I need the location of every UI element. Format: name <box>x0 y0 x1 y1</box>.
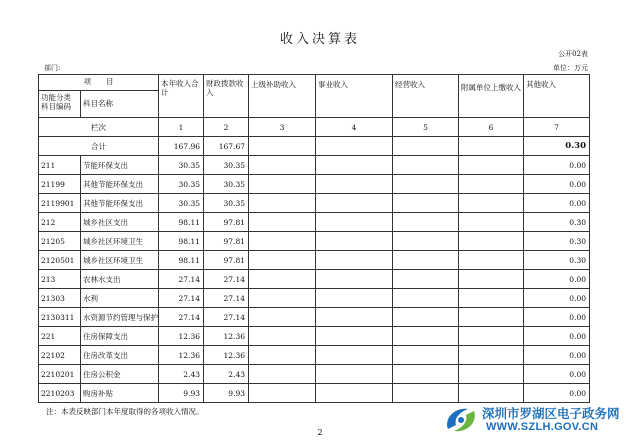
empty-cell <box>316 175 393 194</box>
empty-cell <box>249 270 316 289</box>
header-row-1 <box>39 75 590 91</box>
fiscal-income: 27.14 <box>204 308 249 327</box>
index-label: 栏次 <box>39 118 159 137</box>
empty-cell <box>249 251 316 270</box>
col-header-2: 财政拨款收入 <box>204 75 249 118</box>
empty-cell <box>459 289 524 308</box>
func-code: 21205 <box>39 232 81 251</box>
empty-cell <box>316 270 393 289</box>
col-header-1: 本年收入合计 <box>159 75 204 118</box>
col-header-3: 上级补助收入 <box>249 75 316 118</box>
other-income: 0.00 <box>524 365 590 384</box>
col-header-7: 其他收入 <box>524 75 590 118</box>
empty-cell <box>459 213 524 232</box>
department-label: 部门: <box>44 64 61 72</box>
empty-cell <box>249 289 316 308</box>
empty-cell <box>249 194 316 213</box>
func-code: 2119901 <box>39 194 81 213</box>
empty-cell <box>316 384 393 403</box>
empty-cell <box>249 232 316 251</box>
empty-cell <box>459 156 524 175</box>
form-number: 公开02表 <box>558 50 588 58</box>
income-total: 27.14 <box>159 308 204 327</box>
index-num: 7 <box>524 118 590 137</box>
page-title: 收入决算表 <box>279 32 360 47</box>
income-total: 30.35 <box>159 175 204 194</box>
income-total: 30.35 <box>159 194 204 213</box>
empty-cell <box>393 251 459 270</box>
income-total: 98.11 <box>159 232 204 251</box>
empty-cell <box>316 232 393 251</box>
func-code: 21303 <box>39 289 81 308</box>
empty-cell <box>249 137 316 156</box>
item-header: 项 目 <box>39 75 159 91</box>
subject-name: 城乡社区环境卫生 <box>81 251 159 270</box>
empty-cell <box>316 365 393 384</box>
func-code: 212 <box>39 213 81 232</box>
empty-cell <box>393 270 459 289</box>
empty-cell <box>316 137 393 156</box>
table-row <box>39 156 590 175</box>
empty-cell <box>316 213 393 232</box>
site-name: 深圳市罗湖区电子政务网 <box>482 406 620 421</box>
func-code: 21199 <box>39 175 81 194</box>
empty-cell <box>459 232 524 251</box>
fiscal-income: 30.35 <box>204 156 249 175</box>
func-code: 211 <box>39 156 81 175</box>
index-num: 4 <box>316 118 393 137</box>
empty-cell <box>249 175 316 194</box>
site-logo-icon <box>442 403 480 437</box>
table-row <box>39 346 590 365</box>
index-num: 6 <box>459 118 524 137</box>
index-row <box>39 118 590 137</box>
fiscal-income: 97.81 <box>204 213 249 232</box>
table-row <box>39 289 590 308</box>
table-row <box>39 308 590 327</box>
subject-name: 其他节能环保支出 <box>81 175 159 194</box>
table-row <box>39 327 590 346</box>
empty-cell <box>316 251 393 270</box>
income-total: 12.36 <box>159 327 204 346</box>
site-watermark <box>442 401 640 441</box>
empty-cell <box>393 365 459 384</box>
table-row <box>39 270 590 289</box>
income-total: 12.36 <box>159 346 204 365</box>
empty-cell <box>393 137 459 156</box>
subject-name: 住房保障支出 <box>81 327 159 346</box>
other-income: 0.00 <box>524 308 590 327</box>
table-row <box>39 175 590 194</box>
empty-cell <box>393 213 459 232</box>
func-code: 22102 <box>39 346 81 365</box>
empty-cell <box>316 308 393 327</box>
subject-name: 城乡社区支出 <box>81 213 159 232</box>
fiscal-income: 2.43 <box>204 365 249 384</box>
empty-cell <box>459 137 524 156</box>
empty-cell <box>249 327 316 346</box>
income-total: 9.93 <box>159 384 204 403</box>
fiscal-income: 12.36 <box>204 327 249 346</box>
subject-name: 住房公积金 <box>81 365 159 384</box>
fiscal-income: 97.81 <box>204 232 249 251</box>
func-code: 213 <box>39 270 81 289</box>
index-num: 5 <box>393 118 459 137</box>
col-header-4: 事业收入 <box>316 75 393 118</box>
empty-cell <box>459 384 524 403</box>
income-total: 30.35 <box>159 156 204 175</box>
col-header-6: 附属单位上缴收入 <box>459 75 524 118</box>
col-header-5: 经营收入 <box>393 75 459 118</box>
other-income: 0.00 <box>524 327 590 346</box>
total-fiscal: 167.67 <box>204 137 249 156</box>
empty-cell <box>393 232 459 251</box>
empty-cell <box>459 251 524 270</box>
empty-cell <box>393 194 459 213</box>
total-row <box>39 137 590 156</box>
empty-cell <box>249 156 316 175</box>
subject-name: 购房补贴 <box>81 384 159 403</box>
footnote: 注：本表反映部门本年度取得的各项收入情况。 <box>46 407 204 416</box>
other-income: 0.00 <box>524 270 590 289</box>
income-total: 98.11 <box>159 213 204 232</box>
total-label: 合计 <box>39 137 159 156</box>
empty-cell <box>393 346 459 365</box>
subject-name: 水利 <box>81 289 159 308</box>
fiscal-income: 30.35 <box>204 194 249 213</box>
subject-name: 农林水支出 <box>81 270 159 289</box>
table-row <box>39 194 590 213</box>
income-total: 2.43 <box>159 365 204 384</box>
func-code: 2210203 <box>39 384 81 403</box>
empty-cell <box>249 308 316 327</box>
subject-name: 节能环保支出 <box>81 156 159 175</box>
subject-name-header: 科目名称 <box>81 91 159 118</box>
other-income: 0.30 <box>524 251 590 270</box>
table-row <box>39 384 590 403</box>
income-table <box>38 74 590 403</box>
empty-cell <box>249 346 316 365</box>
empty-cell <box>459 270 524 289</box>
total-income: 167.96 <box>159 137 204 156</box>
func-code: 2120501 <box>39 251 81 270</box>
other-income: 0.00 <box>524 384 590 403</box>
index-num: 1 <box>159 118 204 137</box>
income-total: 27.14 <box>159 270 204 289</box>
other-income: 0.00 <box>524 175 590 194</box>
page-number: 2 <box>317 428 323 437</box>
other-income: 0.00 <box>524 194 590 213</box>
empty-cell <box>393 384 459 403</box>
other-income: 0.30 <box>524 232 590 251</box>
fiscal-income: 97.81 <box>204 251 249 270</box>
empty-cell <box>316 194 393 213</box>
subject-name: 住房改革支出 <box>81 346 159 365</box>
subject-name: 其他节能环保支出 <box>81 194 159 213</box>
empty-cell <box>393 156 459 175</box>
income-total: 98.11 <box>159 251 204 270</box>
func-code: 2210201 <box>39 365 81 384</box>
index-num: 2 <box>204 118 249 137</box>
fiscal-income: 9.93 <box>204 384 249 403</box>
fiscal-income: 27.14 <box>204 289 249 308</box>
empty-cell <box>393 327 459 346</box>
empty-cell <box>459 194 524 213</box>
func-code-header: 功能分类科目编码 <box>39 91 81 118</box>
empty-cell <box>393 289 459 308</box>
table-row <box>39 251 590 270</box>
table-row <box>39 365 590 384</box>
empty-cell <box>316 289 393 308</box>
empty-cell <box>393 175 459 194</box>
table-row <box>39 213 590 232</box>
empty-cell <box>316 156 393 175</box>
subject-name: 城乡社区环境卫生 <box>81 232 159 251</box>
empty-cell <box>393 308 459 327</box>
fiscal-income: 12.36 <box>204 346 249 365</box>
empty-cell <box>249 384 316 403</box>
subject-name: 水资源节约管理与保护 <box>81 308 159 327</box>
fiscal-income: 27.14 <box>204 270 249 289</box>
empty-cell <box>249 365 316 384</box>
other-income: 0.00 <box>524 346 590 365</box>
empty-cell <box>459 327 524 346</box>
index-num: 3 <box>249 118 316 137</box>
empty-cell <box>459 308 524 327</box>
empty-cell <box>459 175 524 194</box>
other-income: 0.00 <box>524 156 590 175</box>
empty-cell <box>249 213 316 232</box>
fiscal-income: 30.35 <box>204 175 249 194</box>
empty-cell <box>459 346 524 365</box>
income-total: 27.14 <box>159 289 204 308</box>
empty-cell <box>316 346 393 365</box>
func-code: 2130311 <box>39 308 81 327</box>
empty-cell <box>459 365 524 384</box>
other-income: 0.30 <box>524 213 590 232</box>
site-url: WWW.SZLH.GOV.CN <box>486 421 599 433</box>
total-other: 0.30 <box>524 137 590 156</box>
table-row <box>39 232 590 251</box>
unit-label: 单位：万元 <box>553 64 588 72</box>
other-income: 0.00 <box>524 289 590 308</box>
func-code: 221 <box>39 327 81 346</box>
empty-cell <box>316 327 393 346</box>
